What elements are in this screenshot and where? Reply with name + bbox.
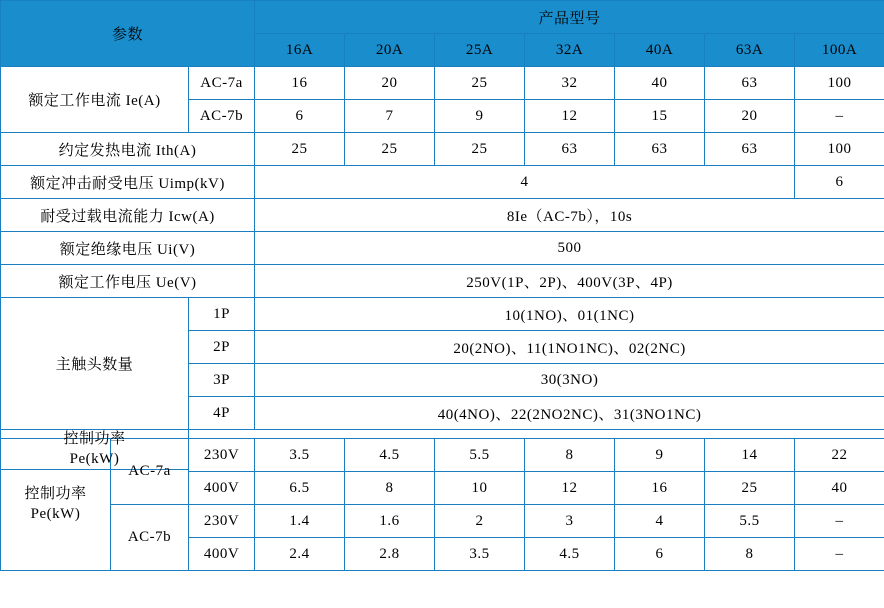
- control-power-label-l1: 控制功率: [24, 486, 87, 502]
- cell-thermal-current-40a: 63: [615, 133, 705, 166]
- cell-contacts-3p: 30(3NO): [255, 364, 884, 397]
- cell-power-ac7a-230v-20a: 4.5: [345, 439, 435, 472]
- row-label-withstand-current: 耐受过载电流能力 Icw(A): [1, 199, 255, 232]
- row-label-main-contacts: 主触头数量: [1, 298, 189, 430]
- cell-power-ac7a-400v-63a: 25: [705, 472, 795, 505]
- header-parameter-label: 参数: [1, 1, 255, 67]
- cell-rated-current-ac7b-20a: 7: [345, 100, 435, 133]
- cell-impulse-voltage-6kv: 6: [795, 166, 884, 199]
- cell-power-ac7a-230v-100a: 22: [795, 439, 884, 472]
- header-model-25a: 25A: [435, 34, 525, 67]
- cell-thermal-current-25a: 25: [435, 133, 525, 166]
- cell-operational-voltage-value: 250V(1P、2P)、400V(3P、4P): [255, 265, 884, 298]
- cell-insulation-voltage-value: 500: [255, 232, 884, 265]
- cell-thermal-current-20a: 25: [345, 133, 435, 166]
- cell-thermal-current-16a: 25: [255, 133, 345, 166]
- table-row: [1, 67, 884, 100]
- row-label-operational-voltage: 额定工作电压 Ue(V): [1, 265, 255, 298]
- row-label-thermal-current: 约定发热电流 Ith(A): [1, 133, 255, 166]
- cell-power-ac7b-400v-25a: 3.5: [435, 538, 525, 571]
- row-sublabel-ac7a-230v: 230V: [189, 439, 255, 472]
- header-model-label: 产品型号: [255, 1, 884, 34]
- row-sublabel-power-ac7b: AC-7b: [111, 505, 189, 571]
- row-sublabel-ac7b-230v: 230V: [189, 505, 255, 538]
- table-row: [1, 439, 884, 472]
- control-power-label-line1: 控制功率: [63, 431, 126, 447]
- header-model-20a: 20A: [345, 34, 435, 67]
- control-power-label-l2: Pe(kW): [30, 505, 81, 522]
- cell-rated-current-ac7b-63a: 20: [705, 100, 795, 133]
- cell-power-ac7a-230v-16a: 3.5: [255, 439, 345, 472]
- cell-withstand-current-value: 8Ie（AC-7b），10s: [255, 199, 884, 232]
- cell-power-ac7b-400v-20a: 2.8: [345, 538, 435, 571]
- cell-power-ac7b-230v-16a: 1.4: [255, 505, 345, 538]
- row-sublabel-power-ac7a: AC-7a: [111, 439, 189, 505]
- row-sublabel-ac7a: AC-7a: [189, 67, 255, 100]
- specification-table-power: [0, 438, 884, 571]
- row-sublabel-2p: 2P: [189, 331, 255, 364]
- cell-power-ac7b-400v-16a: 2.4: [255, 538, 345, 571]
- cell-rated-current-ac7a-40a: 40: [615, 67, 705, 100]
- cell-contacts-1p: 10(1NO)、01(1NC): [255, 298, 884, 331]
- table-row: [1, 265, 884, 298]
- row-sublabel-ac7a-400v: 400V: [189, 472, 255, 505]
- cell-power-ac7a-400v-20a: 8: [345, 472, 435, 505]
- cell-power-ac7a-400v-25a: 10: [435, 472, 525, 505]
- cell-thermal-current-32a: 63: [525, 133, 615, 166]
- cell-power-ac7b-400v-40a: 6: [615, 538, 705, 571]
- row-label-impulse-voltage: 额定冲击耐受电压 Uimp(kV): [1, 166, 255, 199]
- row-sublabel-ac7b-400v: 400V: [189, 538, 255, 571]
- cell-rated-current-ac7b-100a: –: [795, 100, 884, 133]
- row-sublabel-1p: 1P: [189, 298, 255, 331]
- cell-rated-current-ac7b-40a: 15: [615, 100, 705, 133]
- cell-rated-current-ac7a-32a: 32: [525, 67, 615, 100]
- cell-power-ac7b-230v-40a: 4: [615, 505, 705, 538]
- cell-rated-current-ac7b-32a: 12: [525, 100, 615, 133]
- table-row: [1, 298, 884, 331]
- cell-power-ac7a-400v-100a: 40: [795, 472, 884, 505]
- cell-rated-current-ac7b-25a: 9: [435, 100, 525, 133]
- control-power-label-line2: Pe(kW): [69, 450, 120, 467]
- cell-power-ac7b-230v-32a: 3: [525, 505, 615, 538]
- header-model-16a: 16A: [255, 34, 345, 67]
- cell-power-ac7a-400v-40a: 16: [615, 472, 705, 505]
- cell-rated-current-ac7a-25a: 25: [435, 67, 525, 100]
- table-row: [1, 232, 884, 265]
- header-model-100a: 100A: [795, 34, 884, 67]
- table-row: [1, 505, 884, 538]
- table-header-row-1: [1, 1, 884, 34]
- header-model-63a: 63A: [705, 34, 795, 67]
- cell-power-ac7a-400v-32a: 12: [525, 472, 615, 505]
- row-sublabel-4p: 4P: [189, 397, 255, 430]
- cell-power-ac7a-400v-16a: 6.5: [255, 472, 345, 505]
- table-row: [1, 166, 884, 199]
- cell-power-ac7a-230v-63a: 14: [705, 439, 795, 472]
- header-model-32a: 32A: [525, 34, 615, 67]
- cell-power-ac7b-400v-32a: 4.5: [525, 538, 615, 571]
- row-label-insulation-voltage: 额定绝缘电压 Ui(V): [1, 232, 255, 265]
- cell-rated-current-ac7a-20a: 20: [345, 67, 435, 100]
- cell-power-ac7b-230v-100a: –: [795, 505, 884, 538]
- table-row: [1, 199, 884, 232]
- cell-power-ac7a-230v-40a: 9: [615, 439, 705, 472]
- table-row: [1, 133, 884, 166]
- cell-power-ac7b-400v-63a: 8: [705, 538, 795, 571]
- cell-rated-current-ac7a-100a: 100: [795, 67, 884, 100]
- cell-rated-current-ac7a-63a: 63: [705, 67, 795, 100]
- cell-impulse-voltage-4kv: 4: [255, 166, 795, 199]
- row-label-rated-current: 额定工作电流 Ie(A): [1, 67, 189, 133]
- cell-power-ac7b-230v-63a: 5.5: [705, 505, 795, 538]
- cell-thermal-current-63a: 63: [705, 133, 795, 166]
- cell-rated-current-ac7a-16a: 16: [255, 67, 345, 100]
- cell-thermal-current-100a: 100: [795, 133, 884, 166]
- cell-contacts-4p: 40(4NO)、22(2NO2NC)、31(3NO1NC): [255, 397, 884, 430]
- row-sublabel-3p: 3P: [189, 364, 255, 397]
- row-sublabel-ac7b: AC-7b: [189, 100, 255, 133]
- cell-contacts-2p: 20(2NO)、11(1NO1NC)、02(2NC): [255, 331, 884, 364]
- cell-power-ac7a-230v-32a: 8: [525, 439, 615, 472]
- cell-rated-current-ac7b-16a: 6: [255, 100, 345, 133]
- cell-power-ac7b-400v-100a: –: [795, 538, 884, 571]
- header-model-40a: 40A: [615, 34, 705, 67]
- cell-power-ac7b-230v-20a: 1.6: [345, 505, 435, 538]
- cell-power-ac7a-230v-25a: 5.5: [435, 439, 525, 472]
- cell-power-ac7b-230v-25a: 2: [435, 505, 525, 538]
